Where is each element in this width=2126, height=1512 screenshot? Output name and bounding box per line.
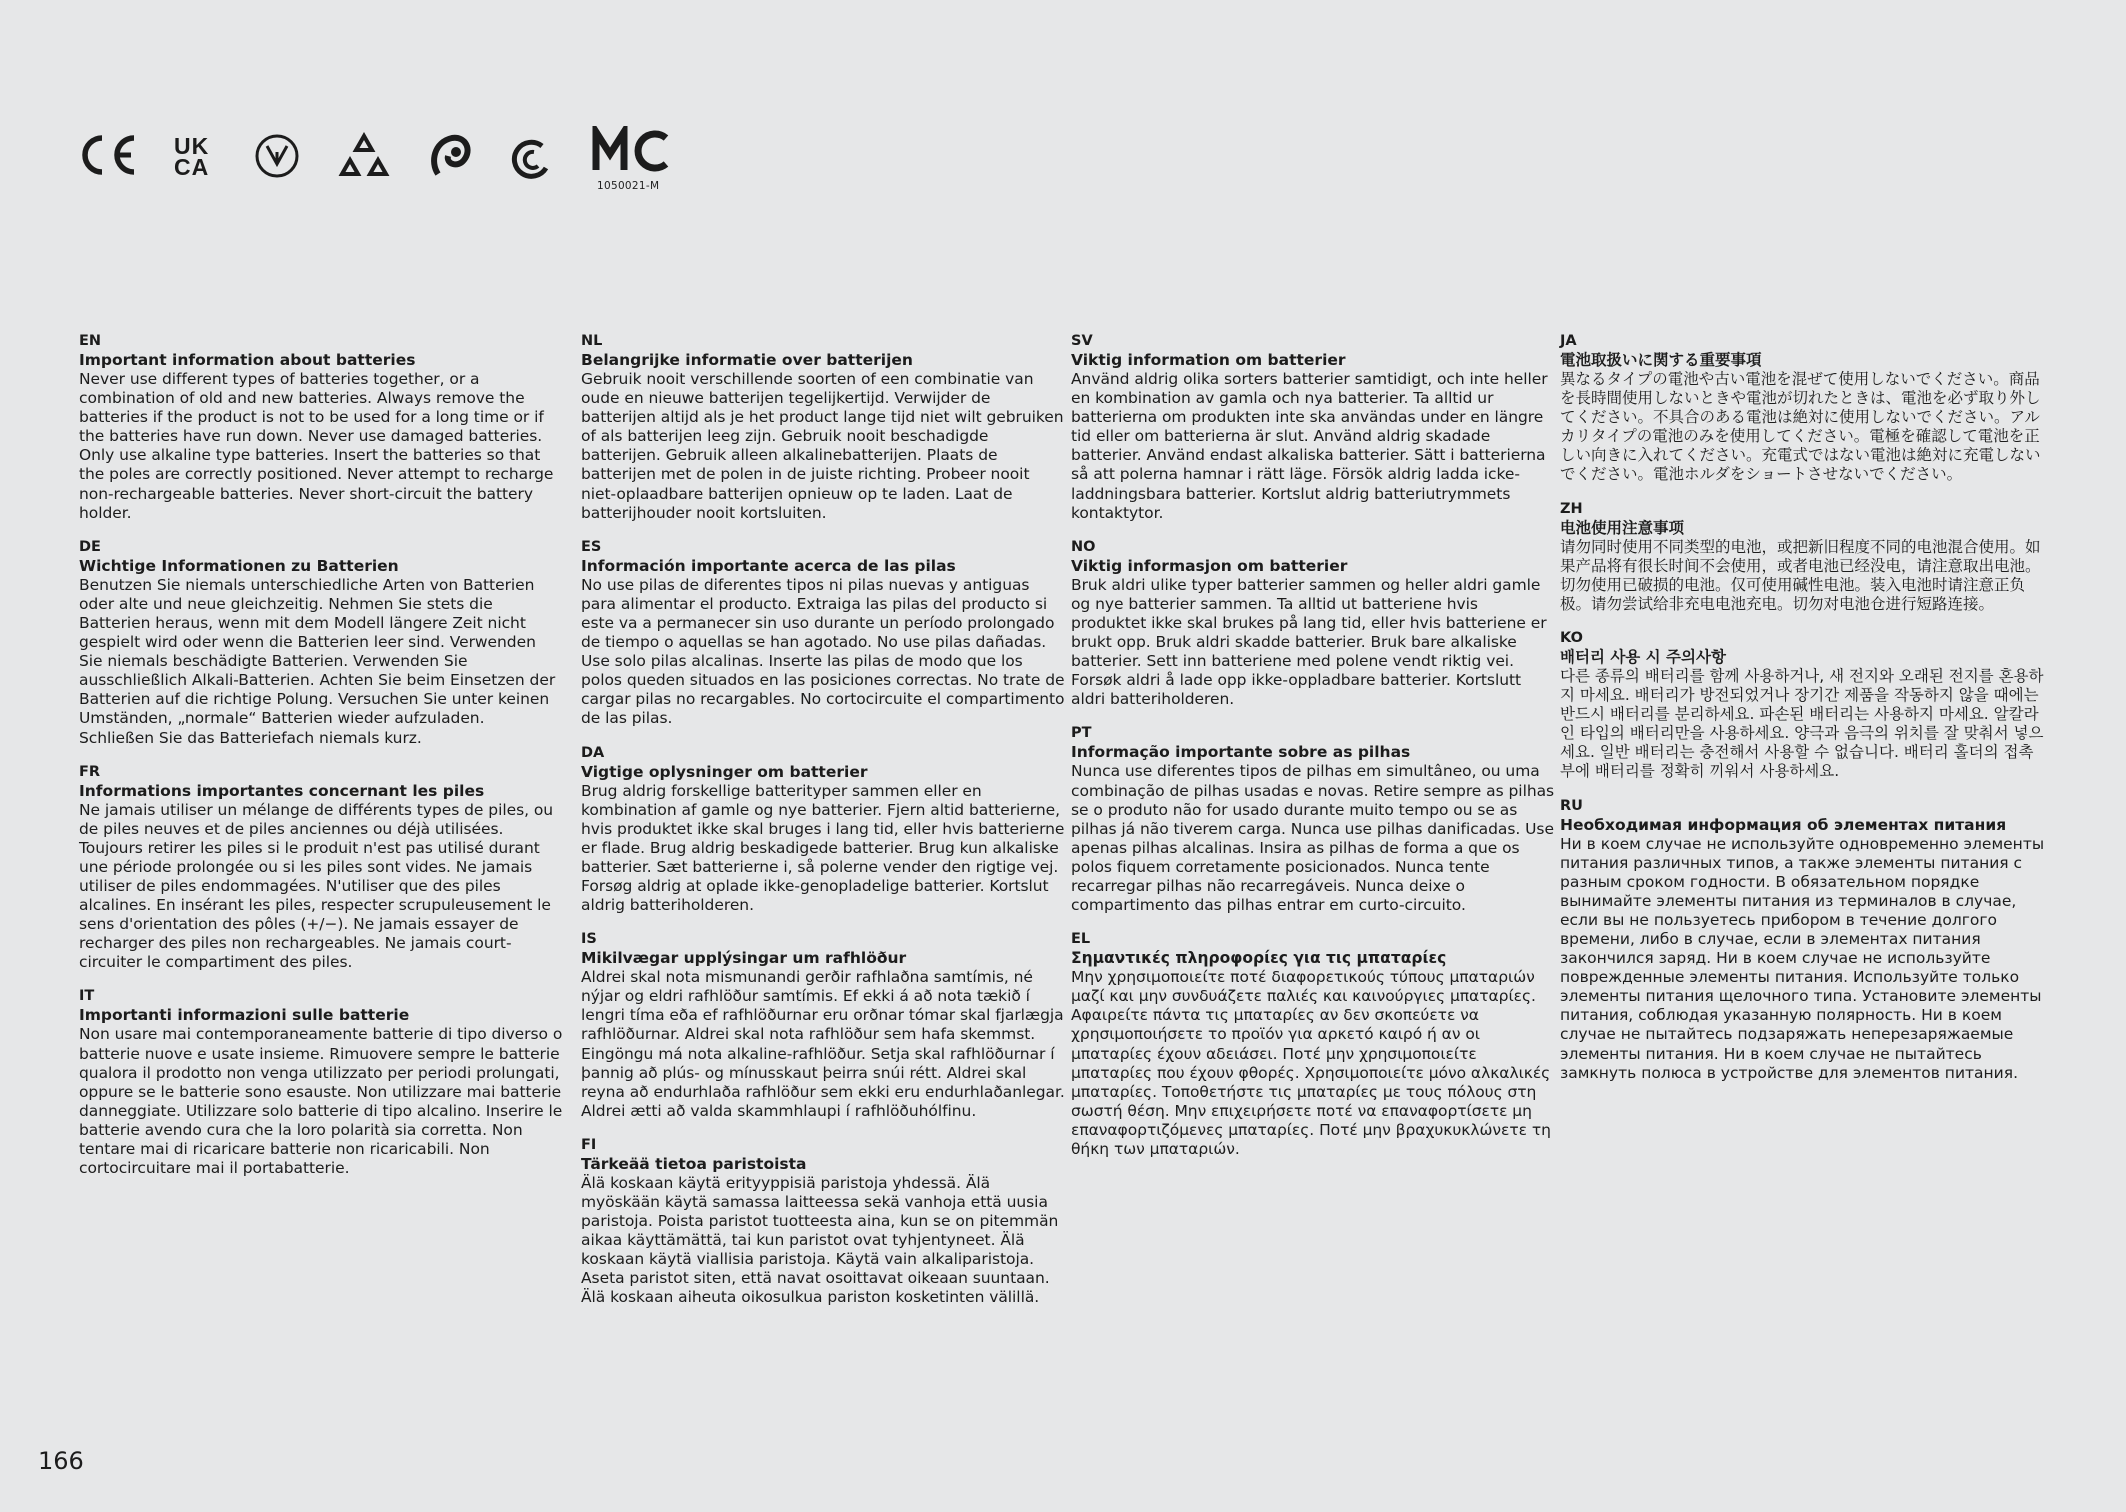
section-heading: 배터리 사용 시 주의사항 [1560,647,1726,666]
language-code: JA [1560,333,1577,349]
column-2 [581,332,1066,1323]
section-body: No use pilas de diferentes tipos ni pilas nuevas y antiguas para alimentar el producto. Extraiga las pilas del producto si este va a permanecer sin uso durante un período prolongado de tiempo o aquellas se han agotado. No use pilas dañadas. Use solo pilas alcalinas. Inserte las pilas de modo que los polos queden situados en las posiciones correctas. No trate de cargar pilas no recargables. No cortocircuite el compartimento de las pilas. [581,575,1065,728]
section-heading: 电池使用注意事项 [1560,518,1685,537]
section-heading: Información importante acerca de las pilas [581,556,956,575]
section-es [581,538,1066,729]
language-code: DE [79,538,101,555]
language-code: EN [79,333,102,349]
mc-mark-icon [592,126,672,174]
section-ru [1560,797,2045,1083]
section-heading: Belangrijke informatie over batterijen [581,351,913,369]
section-body: Ни в коем случае не используйте одновременно элементы питания различных типов, а также элементы питания с разным сроком годности. В обязательном порядке вынимайте элементы питания из терминалов в случае, если вы не пользуетесь прибором в течение долгого времени, либо в случае, если в элементах питания закончился заряд. Ни в коем случае не используйте поврежденные элементы питания. Используйте только элементы питания щелочного типа. Установите элементы питания, соблюдая указанную полярность. Ни в коем случае не пытайтесь подзаряжать неперезаряжаемые элементы питания. Ни в коем случае не пытайтесь замкнуть полюса в устройстве для элементов питания. [1560,834,2045,1082]
language-code: ES [581,538,602,555]
column-3 [1071,332,1556,1174]
section-body: Never use different types of batteries together, or a combination of old and new batteries. Always remove the batteries if the product is not to be used for a long time or if the batteries have run down. Never use damaged batteries. Only use alkaline type batteries. Insert the batteries so that the poles are correctly positioned. Never attempt to recharge non-rechargeable batteries. Never short-circuit the battery holder. [79,370,554,522]
eac-mark-icon [253,132,301,180]
section-body: Gebruik nooit verschillende soorten of een combinatie van oude en nieuwe batterijen tegelijkertijd. Verwijder de batterijen altijd als je het product lange tijd niet wilt gebruiken of als batterijen leeg zijn. Gebruik nooit beschadigde batterijen. Gebruik alleen alkalinebatterijen. Plaats de batterijen met de polen in de juiste richting. Probeer nooit niet-oplaadbare batterijen opnieuw op te laden. Laat de batterijhouder nooit kortsluiten. [581,370,1064,522]
section-heading: Informação importante sobre as pilhas [1071,743,1411,762]
section-heading: 電池取扱いに関する重要事項 [1560,351,1762,369]
section-da [581,744,1066,916]
page-number: 166 [38,1447,84,1475]
language-code: FI [581,1136,597,1153]
language-code: FR [79,763,101,780]
section-sv [1071,332,1556,523]
language-code: DA [581,744,605,761]
section-ja [1560,332,2045,485]
language-code: EL [1071,931,1091,948]
section-body: Älä koskaan käytä erityyppisiä paristoja yhdessä. Älä myöskään käytä samassa laitteessa sekä vanhoja että uusia paristoja. Poista paristot tuotteesta aina, kun se on pitemmän aikaa käyttämättä, tai kun paristot ovat tyhjentyneet. Älä koskaan käytä viallisia paristoja. Käytä vain alkaliparistoja. Aseta paristot siten, että navat osoittavat oikeaan suuntaan. Älä koskaan aiheuta oikosulkua pariston kosketinten välillä. [581,1173,1059,1307]
section-body: Ne jamais utiliser un mélange de différents types de piles, ou de piles neuves et de piles anciennes ou déjà utilisées. Toujours retirer les piles si le produit n'est pas utilisé durant une période prolongée ou si les piles sont vides. Ne jamais utiliser de piles endommagées. N'utiliser que des piles alcalines. En insérant les piles, respecter scrupuleusement le sens d'orientation des pôles (+/−). Ne jamais essayer de recharger des piles non rechargeables. Ne jamais court-circuiter le compartiment des piles. [79,800,554,972]
ce-mark-icon [78,130,138,180]
mc-certification-code: 1050021-M [597,180,660,192]
section-body: Bruk aldri ulike typer batterier sammen og heller aldri gamle og nye batterier sammen. Ta alltid ut batteriene hvis produktet ikke skal brukes på lang tid, eller hvis batteriene er brukt opp. Bruk aldri skadde batterier. Bruk bare alkaliske batterier. Sett inn batteriene med polene vendt riktig vei. Forsøk aldri å lade opp ikke-oppladbare batterier. Kortslutt aldri batteriholderen. [1071,575,1547,709]
section-heading: Необходимая информация об элементах питания [1560,815,2007,834]
section-it [79,987,564,1178]
section-body: Aldrei skal nota mismunandi gerðir rafhlaðna samtímis, né nýjar og eldri rafhlöður samtímis. Ef ekki á að nota tækið í lengri tíma eða ef rafhlöðurnar eru orðnar tómar skal fjarlægja rafhlöðurnar. Aldrei skal nota rafhlöður sem hafa skemmst. Eingöngu má nota alkaline-rafhlöður. Setja skal rafhlöðurnar í þannig að plús- og mínusskaut þeirra snúi rétt. Aldrei skal reyna að endurhlaða rafhlöður sem ekki eru endurhlaðanlegar. Aldrei ætti að valda skammhlaupi í rafhlöðuhólfinu. [581,968,1065,1120]
section-heading: Tärkeää tietoa paristoista [581,1154,807,1173]
section-body: Nunca use diferentes tipos de pilhas em simultâneo, ou uma combinação de pilhas usadas e novas. Retire sempre as pilhas se o produto não for usado durante muito tempo ou se as pilhas já não tiverem carga. Nunca use pilhas danificadas. Use apenas pilhas alcalinas. Insira as pilhas de forma a que os polos fiquem corretamente posicionados. Nunca tente recarregar pilhas não recarregáveis. Nunca deixe o compartimento das pilhas entrar em curto-circuito. [1071,762,1555,915]
section-de [79,538,564,748]
section-body: Non usare mai contemporaneamente batterie di tipo diverso o batterie nuove e usate insieme. Rimuovere sempre le batterie qualora il prodotto non venga utilizzato per periodi prolungati, oppure se le batterie sono esauste. Non utilizzare mai batterie danneggiate. Utilizzare solo batterie di tipo alcalino. Inserire le batterie avendo cura che la loro polarità sia corretta. Non tentare mai di ricaricare batterie non ricaricabili. Non cortocircuitare mai il portabatterie. [79,1025,563,1178]
language-code: NL [581,333,603,349]
section-heading: Informations importantes concernant les piles [79,781,485,800]
section-fr [79,763,564,973]
section-zh [1560,500,2045,614]
section-pt [1071,724,1556,915]
language-code: KO [1560,629,1583,646]
section-nl [581,332,1066,523]
section-is [581,930,1066,1121]
section-fi [581,1136,1066,1308]
section-heading: Vigtige oplysninger om batterier [581,762,868,781]
section-body: Brug aldrig forskellige batterityper sammen eller en kombination af gamle og nye batterier. Fjern altid batterierne, hvis produktet ikke skal bruges i lang tid, eller hvis batterierne er flade. Brug aldrig beskadigede batterier. Brug kun alkaliske batterier. Sæt batterierne i, så polerne vender den rigtige vej. Forsøg aldrig at oplade ikke-genopladelige batterier. Kortslut aldrig batteriholderen. [581,781,1065,915]
section-en [79,332,564,523]
language-code: ZH [1560,500,1583,517]
battery-recycle-icon [428,132,474,180]
section-ko [1560,629,2045,782]
ukca-mark-icon: UK CA [174,133,210,180]
language-code: PT [1071,725,1092,742]
section-body: Använd aldrig olika sorters batterier samtidigt, och inte heller en kombination av gamla och nya batterier. Ta alltid ur batterierna om produkten inte ska användas under en längre tid eller om batterierna är slut. Använd aldrig skadade batterier. Använd endast alkaliska batterier. Sätt i batterierna så att polerna hamnar i rätt läge. Försök aldrig ladda icke-laddningsbara batterier. Kortslut aldrig batteriutrymmets kontaktytor. [1071,370,1548,522]
language-code: IS [581,931,597,948]
triman-recycle-icon [336,132,392,180]
section-no [1071,538,1556,710]
language-code: NO [1071,538,1096,555]
column-1 [79,332,564,1193]
section-body: Μην χρησιμοποιείτε ποτέ διαφορετικούς τύπους μπαταριών μαζί και μην συνδυάζετε παλιές και καινούργιες μπαταρίες. Αφαιρείτε πάντα τις μπαταρίες αν δεν σκοπεύετε να χρησιμοποιήσετε το προϊόν για αρκετό καιρό ή αν οι μπαταρίες έχουν αδειάσει. Ποτέ μην χρησιμοποιείτε μπαταρίες που έχουν φθορές. Χρησιμοποιείτε μόνο αλκαλικές μπαταρίες. Τοποθετήστε τις μπαταρίες με τους πόλους στη σωστή θέση. Μην επιχειρήσετε ποτέ να επαναφορτίσετε μη επαναφορτιζόμενες μπαταρίες. Ποτέ μην βραχυκυκλώνετε τη θήκη των μπαταριών. [1071,968,1551,1158]
section-heading: Viktig information om batterier [1071,351,1346,369]
section-body: 请勿同时使用不同类型的电池，或把新旧程度不同的电池混合使用。如果产品将有很长时间不会使用，或者电池已经没电，请注意取出电池。切勿使用已破损的电池。仅可使用碱性电池。装入电池时请注意正负极。请勿尝试给非充电电池充电。切勿对电池仓进行短路连接。 [1560,537,2041,613]
column-4 [1560,332,2045,1098]
section-heading: Importanti informazioni sulle batterie [79,1006,410,1025]
language-code: SV [1071,333,1093,349]
section-body: 다른 종류의 배터리를 함께 사용하거나, 새 전지와 오래된 전지를 혼용하지 마세요. 배터리가 방전되었거나 장기간 제품을 작동하지 않을 때에는 반드시 배터리를 분리하세요. 파손된 배터리는 사용하지 마세요. 알칼라인 타입의 배터리만을 사용하세요. 양극과 음극의 위치를 잘 맞춰서 넣으세요. 일반 배터리는 충전해서 사용할 수 없습니다. 배터리 홀더의 접촉부에 배터리를 정확히 끼워서 사용하세요. [1560,666,2044,781]
recycle-mark-icon [508,136,554,180]
section-el [1071,930,1556,1159]
language-code: IT [79,988,95,1005]
section-heading: Important information about batteries [79,351,416,369]
section-heading: Σημαντικές πληροφορίες για τις μπαταρίες [1071,949,1447,968]
section-heading: Wichtige Informationen zu Batterien [79,556,399,575]
section-heading: Viktig informasjon om batterier [1071,556,1348,575]
section-heading: Mikilvægar upplýsingar um rafhlöður [581,949,907,968]
section-body: Benutzen Sie niemals unterschiedliche Arten von Batterien oder alte und neue gleichzeitig. Nehmen Sie stets die Batterien heraus, wenn mit dem Modell längere Zeit nicht gespielt wird oder wenn die Batterien leer sind. Verwenden Sie niemals beschädigte Batterien. Verwenden Sie ausschließlich Alkali-Batterien. Achten Sie beim Einsetzen der Batterien auf die richtige Polung. Versuchen Sie unter keinen Umständen, „normale“ Batterien wieder aufzuladen. Schließen Sie das Batteriefach niemals kurz. [79,575,556,747]
section-body: 異なるタイプの電池や古い電池を混ぜて使用しないでください。商品を長時間使用しないときや電池が切れたときは、電池を必ず取り外してください。不具合のある電池は絶対に使用しないでください。アルカリタイプの電池のみを使用してください。電極を確認して電池を正しい向きに入れてください。充電式ではない電池は絶対に充電しないでください。電池ホルダをショートさせないでください。 [1560,370,2041,484]
language-code: RU [1560,797,1583,814]
